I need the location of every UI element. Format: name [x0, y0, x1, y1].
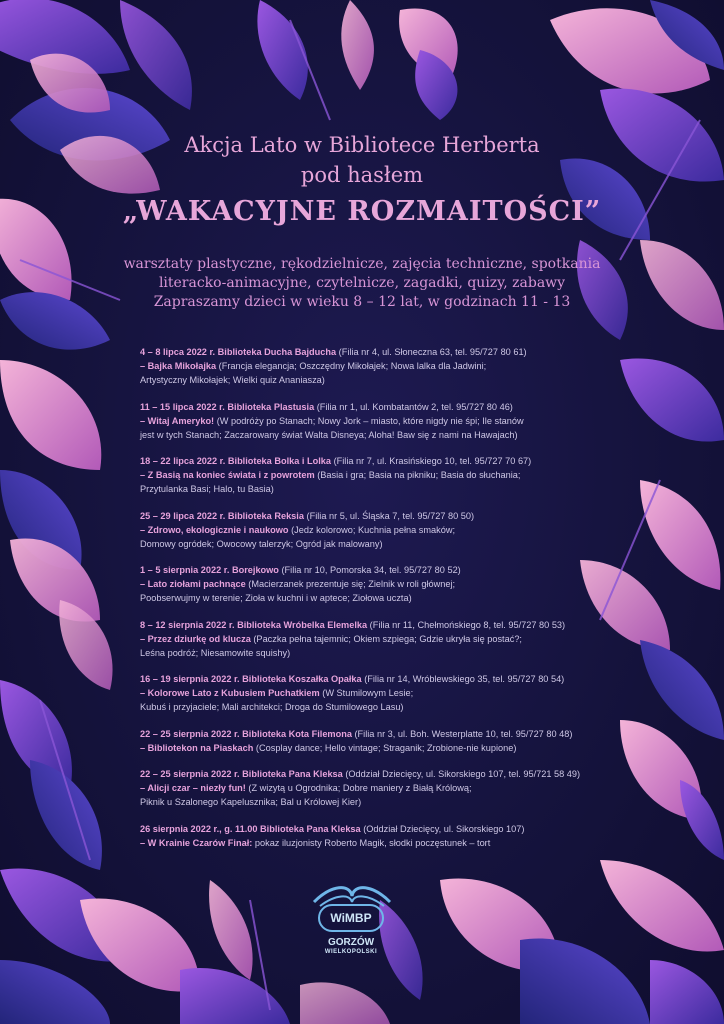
- event-title: – Kolorowe Lato z Kubusiem Puchatkiem: [140, 688, 320, 698]
- subtitle-block: [60, 255, 664, 312]
- event-details: (Paczka pełna tajemnic; Okiem szpiega; Gdzie ukryła się postać?;: [253, 633, 522, 644]
- event-item: [140, 563, 600, 605]
- event-library: Biblioteka Wróbelka Elemelka: [237, 619, 368, 630]
- event-library: Biblioteka Reksia: [227, 510, 304, 521]
- event-details: (Jedz kolorowo; Kuchnia pełna smaków;: [291, 524, 456, 535]
- subtitle-line-3: Zapraszamy dzieci w wieku 8 – 12 lat, w godzinach 11 - 13: [153, 294, 571, 310]
- event-details: (W Stumilowym Lesie;: [322, 688, 414, 698]
- event-title: – Alicji czar – niezły fun!: [140, 783, 246, 793]
- event-title: – Bajka Mikołajka: [140, 361, 217, 371]
- event-address: (Oddział Dziecięcy, ul. Sikorskiego 107): [363, 823, 525, 834]
- event-address: (Filia nr 3, ul. Boh. Westerplatte 10, tel. 95/727 80 48): [354, 728, 573, 739]
- event-details: (Francja elegancja; Oszczędny Mikołajek; Nowa lalka dla Jadwini;: [218, 361, 487, 371]
- event-address: (Filia nr 1, ul. Kombatantów 2, tel. 95/727 80 46): [316, 401, 513, 412]
- event-details: (W podróży po Stanach; Nowy Jork – miasto, które nigdy nie śpi; Ile stanów: [216, 415, 524, 426]
- event-date: 22 – 25 sierpnia 2022 r.: [140, 769, 240, 779]
- event-item: [140, 767, 600, 809]
- event-title: – Z Basią na koniec świata i z powrotem: [140, 470, 315, 480]
- event-library: Biblioteka Ducha Bajducha: [217, 347, 337, 357]
- logo-city: GORZÓW: [327, 937, 375, 948]
- event-date: 25 – 29 lipca 2022 r.: [140, 510, 226, 521]
- leaf-cluster-top-center: [257, 0, 457, 120]
- event-date: 4 – 8 lipca 2022 r.: [140, 347, 216, 357]
- event-library: Biblioteka Pana Kleksa: [242, 769, 343, 779]
- event-address: (Filia nr 14, Wróblewskiego 35, tel. 95/727 80 54): [364, 674, 565, 684]
- event-library: Biblioteka Kota Filemona: [242, 728, 352, 739]
- event-address: (Filia nr 7, ul. Krasińskiego 10, tel. 95/727 70 67): [333, 456, 532, 466]
- event-item: [140, 345, 600, 387]
- event-item: [140, 454, 600, 496]
- event-address: (Oddział Dziecięcy, ul. Sikorskiego 107, tel. 95/721 58 49): [345, 769, 581, 779]
- heading-line-2: pod hasłem: [300, 163, 424, 187]
- event-address: (Filia nr 4, ul. Słoneczna 63, tel. 95/727 80 61): [338, 347, 527, 357]
- event-library: Biblioteka Pana Kleksa: [260, 823, 361, 834]
- event-item: [140, 400, 600, 442]
- event-address: (Filia nr 10, Pomorska 34, tel. 95/727 80 52): [281, 565, 461, 575]
- event-details: (Cosplay dance; Hello vintage; Straganik; Zrobione-nie kupione): [255, 742, 517, 753]
- event-date: 26 sierpnia 2022 r., g. 11.00: [140, 823, 258, 834]
- event-date: 11 – 15 lipca 2022 r.: [140, 401, 225, 412]
- logo-region: WIELKOPOLSKI: [324, 949, 378, 955]
- event-details-cont: Artystyczny Mikołajek; Wielki quiz Ananiasza): [140, 375, 325, 385]
- event-details: (Z wizytą u Ogrodnika; Dobre maniery z Białą Królową;: [248, 783, 472, 793]
- event-title: – W Krainie Czarów Finał:: [140, 837, 253, 848]
- event-address: (Filia nr 11, Chełmońskiego 8, tel. 95/727 80 53): [369, 619, 566, 630]
- event-details-cont: Piknik u Szalonego Kapelusznika; Bal u Królowej Kier): [140, 797, 362, 807]
- event-date: 1 – 5 sierpnia 2022 r.: [140, 565, 230, 575]
- logo-badge: WiMBP: [318, 904, 384, 932]
- event-item: [140, 672, 600, 714]
- subtitle-line-1: warsztaty plastyczne, rękodzielnicze, zajęcia techniczne, spotkania: [123, 256, 601, 272]
- event-date: 8 – 12 sierpnia 2022 r.: [140, 619, 235, 630]
- event-details-cont: jest w tych Stanach; Zaczarowany świat Walta Disneya; Aloha! Baw się z nami na Hawajach): [140, 429, 518, 440]
- event-title: – Zdrowo, ekologicznie i naukowo: [140, 524, 289, 535]
- heading-line-1: Akcja Lato w Bibliotece Herberta: [184, 133, 540, 157]
- event-details-cont: Kubuś i przyjaciele; Mali architekci; Droga do Stumilowego Lasu): [140, 702, 404, 712]
- event-library: Biblioteka Bolka i Lolka: [227, 456, 332, 466]
- event-library: Biblioteka Koszałka Opałka: [242, 674, 362, 684]
- event-details-cont: Przytulanka Basi; Halo, tu Basia): [140, 484, 274, 494]
- event-details-cont: Poobserwujmy w terenie; Zioła w kuchni i w aptece; Ziołowa uczta): [140, 593, 412, 603]
- event-details: (Basia i gra; Basia na pikniku; Basia do słuchania;: [317, 470, 521, 480]
- event-item: [140, 822, 600, 850]
- heading-main-title: „WAKACYJNE ROZMAITOŚCI”: [122, 196, 602, 227]
- event-details: pokaz iluzjonisty Roberto Magik, słodki poczęstunek – tort: [254, 837, 491, 848]
- event-date: 22 – 25 sierpnia 2022 r.: [140, 728, 240, 739]
- event-address: (Filia nr 5, ul. Śląska 7, tel. 95/727 80 50): [306, 510, 475, 521]
- program-list: [140, 345, 600, 862]
- library-logo: [302, 872, 402, 972]
- event-details: (Macierzanek prezentuje się; Zielnik w roli głównej;: [248, 579, 456, 589]
- event-title: – Lato ziołami pachnące: [140, 579, 246, 589]
- event-title: – Bibliotekon na Piaskach: [140, 742, 254, 753]
- subtitle-line-2: literacko-animacyjne, czytelnicze, zagadki, quizy, zabawy: [158, 275, 566, 291]
- event-library: Biblioteka Plastusia: [227, 401, 315, 412]
- event-title: – Przez dziurkę od klucza: [140, 633, 251, 644]
- event-date: 18 – 22 lipca 2022 r.: [140, 456, 226, 466]
- event-item: [140, 509, 600, 551]
- event-item: [140, 618, 600, 660]
- event-details-cont: Domowy ogródek; Owocowy talerzyk; Ogród jak malowany): [140, 538, 383, 549]
- event-item: [140, 727, 600, 755]
- event-title: – Witaj Ameryko!: [140, 415, 215, 426]
- event-details-cont: Leśna podróż; Niesamowite squishy): [140, 647, 291, 658]
- event-library: Borejkowo: [231, 565, 279, 575]
- event-date: 16 – 19 sierpnia 2022 r.: [140, 674, 240, 684]
- leaf-cluster-right: [580, 358, 724, 860]
- leaf-cluster-left: [0, 360, 113, 870]
